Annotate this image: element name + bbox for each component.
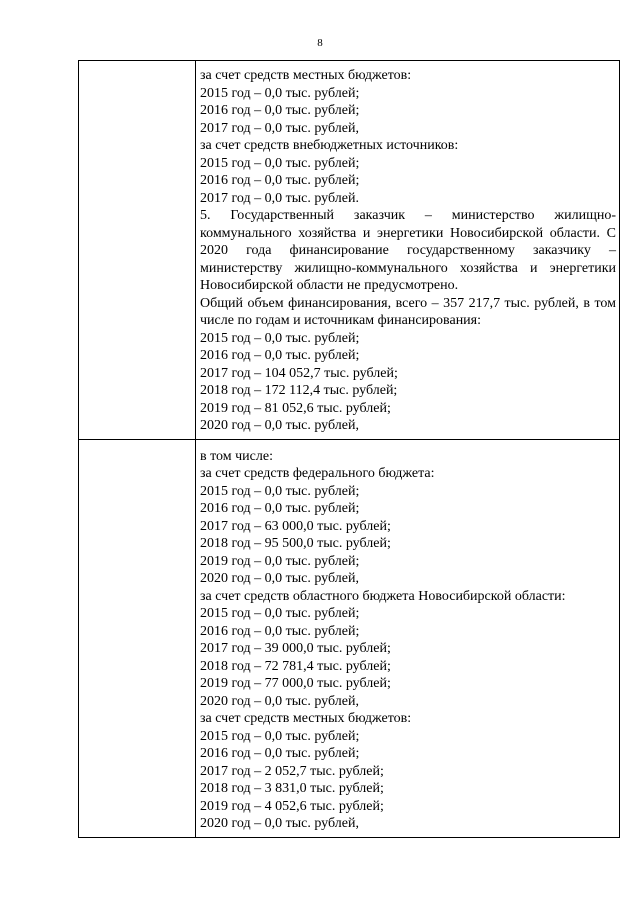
- text-line: 2020 год – 0,0 тыс. рублей,: [200, 571, 359, 586]
- text-line: 2016 год – 0,0 тыс. рублей;: [200, 173, 360, 188]
- total-financing-paragraph: Общий объем финансирования, всего – 357 217,7 тыс. рублей, в том числе по годам и источникам финансирования:: [200, 295, 616, 328]
- text-line: 2020 год – 0,0 тыс. рублей,: [200, 418, 359, 433]
- page-number: 8: [317, 37, 323, 49]
- text-line: 2017 год – 39 000,0 тыс. рублей;: [200, 641, 391, 656]
- text-line: 2020 год – 0,0 тыс. рублей,: [200, 693, 359, 709]
- table-cell-label: [79, 61, 196, 440]
- text-line: 2015 год – 0,0 тыс. рублей;: [200, 483, 360, 499]
- table-cell-content: [196, 439, 620, 837]
- text-line: за счет средств областного бюджета Новосибирской области:: [200, 588, 566, 604]
- text-line: 2016 год – 0,0 тыс. рублей;: [200, 501, 360, 516]
- text-line: 2019 год – 77 000,0 тыс. рублей;: [200, 676, 391, 691]
- text-line: 2017 год – 0,0 тыс. рублей,: [200, 120, 359, 136]
- table-row: [79, 439, 620, 837]
- text-line: 2016 год – 0,0 тыс. рублей;: [200, 623, 360, 639]
- table-cell-content: [196, 61, 620, 440]
- text-line: 2015 год – 0,0 тыс. рублей;: [200, 155, 360, 171]
- text-line: 2019 год – 81 052,6 тыс. рублей;: [200, 400, 391, 416]
- text-line: за счет средств местных бюджетов:: [200, 711, 412, 726]
- text-line: 2016 год – 0,0 тыс. рублей;: [200, 103, 360, 118]
- text-line: 2015 год – 0,0 тыс. рублей;: [200, 85, 360, 101]
- text-line: за счет средств федерального бюджета:: [200, 466, 435, 481]
- text-line: 2017 год – 2 052,7 тыс. рублей;: [200, 763, 384, 779]
- text-line: 2017 год – 0,0 тыс. рублей.: [200, 190, 359, 206]
- text-line: 2015 год – 0,0 тыс. рублей;: [200, 728, 360, 744]
- financing-table: [78, 60, 620, 838]
- text-line: в том числе:: [200, 448, 273, 464]
- text-line: за счет средств местных бюджетов:: [200, 68, 412, 83]
- text-line: 2015 год – 0,0 тыс. рублей;: [200, 606, 360, 621]
- text-line: 2019 год – 0,0 тыс. рублей;: [200, 553, 360, 569]
- table-row: [79, 61, 620, 440]
- customer-paragraph: 5. Государственный заказчик – министерство жилищно-коммунального хозяйства и энергетики Новосибирской области. С 2020 года финансирование государственному заказчику – министерству жилищно-коммунального хозяйства и энергетики Новосибирской области не предусмотрено.: [200, 208, 616, 293]
- text-line: 2018 год – 95 500,0 тыс. рублей;: [200, 536, 391, 551]
- text-line: 2020 год – 0,0 тыс. рублей,: [200, 816, 359, 831]
- text-line: 2016 год – 0,0 тыс. рублей;: [200, 348, 360, 363]
- table-cell-label: [79, 439, 196, 837]
- text-line: за счет средств внебюджетных источников:: [200, 138, 459, 153]
- text-line: 2018 год – 72 781,4 тыс. рублей;: [200, 658, 391, 674]
- text-line: 2018 год – 3 831,0 тыс. рублей;: [200, 781, 384, 796]
- text-line: 2017 год – 104 052,7 тыс. рублей;: [200, 365, 398, 381]
- text-line: 2018 год – 172 112,4 тыс. рублей;: [200, 383, 398, 398]
- text-line: 2017 год – 63 000,0 тыс. рублей;: [200, 518, 391, 534]
- text-line: 2016 год – 0,0 тыс. рублей;: [200, 746, 360, 761]
- text-line: 2019 год – 4 052,6 тыс. рублей;: [200, 798, 384, 814]
- text-line: 2015 год – 0,0 тыс. рублей;: [200, 330, 360, 346]
